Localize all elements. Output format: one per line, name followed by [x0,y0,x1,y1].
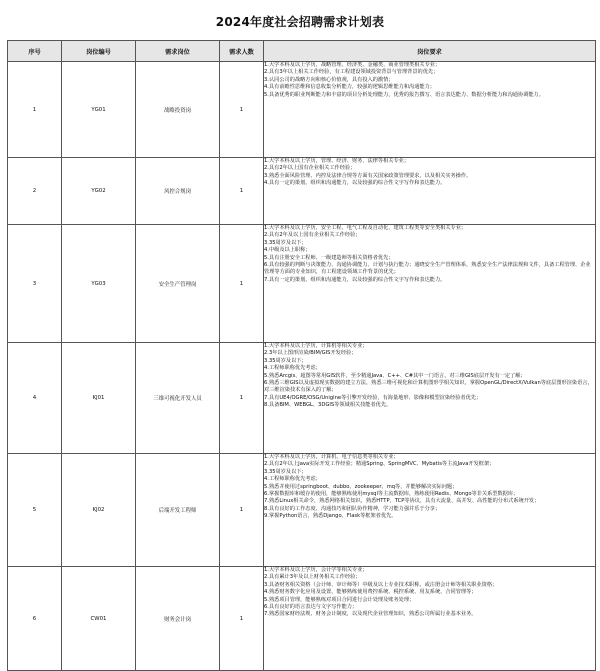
requirements-list [264,62,595,99]
header-requirements: 岗位要求 [264,41,596,62]
row-requirements [264,567,596,671]
row-headcount: 1 [220,158,264,225]
requirement-item: 4.中级及以上职称； [264,247,311,254]
row-requirements [264,343,596,454]
requirement-item: 5.熟悉Arcgis、超图等常用GIS软件，至少精通Java、C++、C#其中一门语言，对三维GIS底层开发有一定了解； [264,372,526,379]
row-requirements [264,158,596,225]
requirement-item: 1.大学本科及以上学历，管理、经济、财务、法律等相关专业； [264,158,410,164]
row-seq: 3 [8,225,62,343]
row-seq: 1 [8,62,62,158]
requirement-item: 2.具有2年以上Java实际开发工作经验；精通Spring、SpringMVC、Mybatis等主流Java开发框架； [264,461,495,468]
requirement-item: 3.认同公司的战略方向和核心价值观，具有投入的激情； [264,76,394,83]
row-position-code: YG02 [62,158,136,225]
requirement-item: 3.35周岁及以下； [264,357,307,364]
table-body [8,62,596,671]
header-position: 需求岗位 [136,41,220,62]
requirement-item: 3.熟悉全面风险管理、内控及法律合规等方面有关国家政策管理要求，以及相关实务操作。 [264,172,472,179]
row-position-code: YG03 [62,225,136,343]
requirement-item: 9.掌握Python语言，熟悉Django、Flask等框架者优先。 [264,513,397,520]
row-headcount: 1 [220,225,264,343]
requirement-item: 4.具有一定的策划、组织和沟通能力，以及较强的综合性文字写作和表达能力。 [264,180,446,187]
requirement-item: 6.具有较强的判断与决策能力、沟通协调能力、计划与执行能力；通晓安全生产管理体系，熟悉安全生产法律法规和文件，具备工程管理、企业管理等方面的专业知识，有工程建设领域工作背景的优先； [264,262,591,276]
header-code: 岗位编号 [62,41,136,62]
requirement-item: 4.工程师职称优先考虑； [264,476,321,483]
row-requirements [264,454,596,567]
requirement-item: 2.具有3年以上相关工作经验，有工程建设领域投资背景与管理背景的优先； [264,69,439,76]
requirements-list [264,158,595,188]
requirement-item: 6.掌握数据库和缓存的使用，能够熟练使用mysql等主流数据库，熟练使用Redis、Mongo等非关系型数据库； [264,491,519,498]
requirements-list [264,225,595,284]
requirement-item: 4.熟悉财务数字化应用及设置，能够熟练使用费控系统、税控系统、用友系统、合同管理等； [264,589,477,596]
table-row [8,454,596,567]
requirement-item: 3.具备财务相关资格（会计师、审计师等）中级及以上专业技术职称，或注册会计师等相关职业资格； [264,581,498,588]
row-requirements [264,62,596,158]
requirement-item: 6.具有良好的语言表达与文字写作能力； [264,604,358,611]
requirement-item: 2.具有2年及以上国有企业相关工作经验； [264,232,361,239]
requirement-item: 2.具有2年以上国有企业相关工作经验； [264,165,356,172]
requirement-item: 1.大学本科及以上学历，会计学等相关专业； [264,567,368,573]
row-position-name: 战略投资岗 [136,62,220,158]
requirement-item: 2.3年以上图形渲染/BIM/GIS开发经验； [264,350,357,357]
requirement-item: 5.熟悉项目管理，能够熟练对项目合同进行会计处理及账务处理； [264,596,415,603]
requirement-item: 8.具备BIM、WEBGL、3DGIS等领域相关技能者优先。 [264,402,392,409]
row-position-name: 三维可视化开发人员 [136,343,220,454]
table-row [8,567,596,671]
requirement-item: 1.大学本科及以上学历，计算机等相关专业； [264,343,368,349]
requirements-list [264,343,595,410]
row-headcount: 1 [220,567,264,671]
requirements-list [264,454,595,521]
row-headcount: 1 [220,454,264,567]
requirement-item: 1.大学本科及以上学历，计算机、电子信息类等相关专业； [264,454,399,460]
row-position-name: 后端开发工程师 [136,454,220,567]
requirement-item: 7.具有UE4/OGRE/OSG/Unigine等引擎开发经验，有海量地形、影像和模型渲染经验者优先； [264,394,482,401]
requirement-item: 5.具备优秀的职业判断能力和丰富的项目分析处理能力，优秀的报告撰写、语言表达能力、数据分析能力和沟通协调能力。 [264,91,544,98]
requirement-item: 7.熟悉国家财经法规、财务会计制度，以及现代企业管理知识，熟悉公司所属行业基本业务。 [264,611,477,618]
table-header-row [8,41,596,62]
row-position-name: 风控合规岗 [136,158,220,225]
row-position-code: KJ02 [62,454,136,567]
row-position-name: 安全生产管理岗 [136,225,220,343]
row-position-name: 财务会计岗 [136,567,220,671]
requirement-item: 3.35周岁及以下； [264,468,307,475]
table-row [8,343,596,454]
recruitment-table [7,40,596,671]
table-row [8,225,596,343]
requirement-item: 8.具有良好的工作态度、沟通技巧和团队协作精神，学习能力强并乐于分享； [264,505,441,512]
row-headcount: 1 [220,343,264,454]
requirement-item: 1.大学本科及以上学历，战略管理、经济类、金融类、商业管理类相关专业； [264,62,441,68]
table-row [8,158,596,225]
requirement-item: 4.工程师职称优先考虑； [264,365,321,372]
row-requirements [264,225,596,343]
row-seq: 5 [8,454,62,567]
table-row [8,62,596,158]
requirement-item: 7.熟悉Linux相关命令，熟悉网络相关知识，熟悉HTTP、TCP等协议，具有大流量、高并发、高性能的分布式系统开发； [264,498,540,505]
row-seq: 2 [8,158,62,225]
row-position-code: KJ01 [62,343,136,454]
requirement-item: 5.具有注册安全工程师、一级建造师等相关资格者优先； [264,254,394,261]
requirement-item: 4.具有前瞻性思维和信息收集分析能力，较强的逻辑思维能力和沟通能力； [264,84,435,91]
requirement-item: 1.大学本科及以上学历，安全工程、电气工程及自动化、建筑工程类等安全类相关专业； [264,225,467,231]
row-seq: 6 [8,567,62,671]
requirement-item: 7.具有一定的策划、组织和沟通能力，以及较强的综合性文字写作和表达能力。 [264,276,446,283]
row-seq: 4 [8,343,62,454]
requirement-item: 5.熟悉并使用过springboot、dubbo、zookeeper、mq等，并能够解决实际问题； [264,483,458,490]
requirement-item: 3.35周岁及以下； [264,239,307,246]
requirements-list [264,567,595,619]
document-title: 2024年度社会招聘需求计划表 [215,15,385,29]
row-headcount: 1 [220,62,264,158]
row-position-code: CW01 [62,567,136,671]
row-position-code: YG01 [62,62,136,158]
requirement-item: 2.具有累计3年及以上财务相关工作经验； [264,574,361,581]
requirement-item: 6.熟悉三维GIS以及虚拟现实数据的建立方法，熟悉三维可视化和计算机图形学相关知识，掌握OpenGL/DirectX/Vulkan等底层图形渲染语言，对三维渲染技术有深入的了解； [264,380,593,394]
header-seq: 序号 [8,41,62,62]
header-count: 需求人数 [220,41,264,62]
